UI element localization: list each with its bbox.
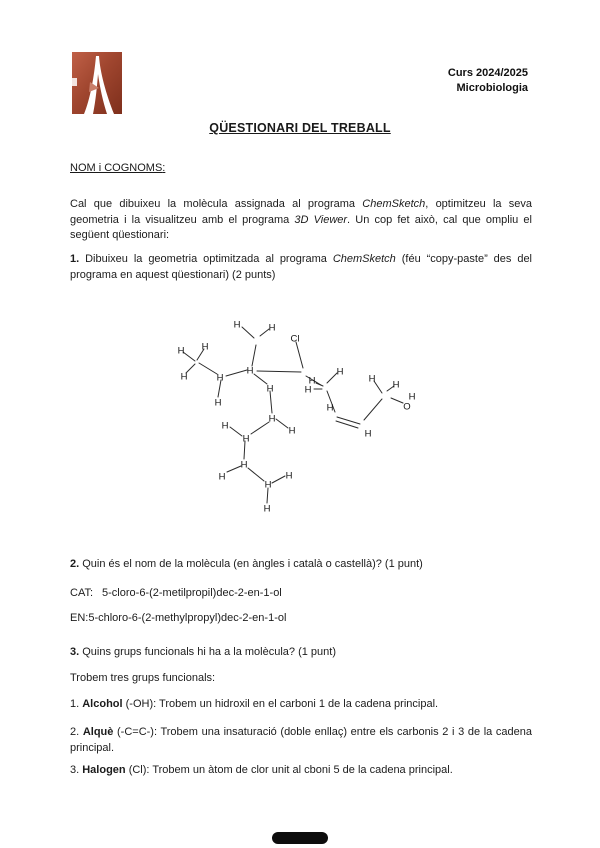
svg-text:H: H [264, 479, 272, 491]
3dviewer-ref: 3D Viewer [294, 213, 348, 226]
page-title: QÜESTIONARI DEL TREBALL [209, 121, 391, 135]
svg-text:O: O [403, 401, 411, 413]
course-year: Curs 2024/2025 [447, 67, 528, 79]
svg-text:H: H [308, 375, 316, 387]
svg-text:H: H [233, 319, 241, 331]
functional-group-item-1: 1. Alcohol (-OH): Trobem un hidroxil en el carboni 1 de la cadena principal. [70, 698, 439, 710]
svg-text:H: H [242, 433, 250, 445]
question-1: 1. Dibuixeu la geometria optimitzada al programa ChemSketch (féu “copy-paste” des del programa en aquest qüestionari) (2 punts) [70, 253, 533, 281]
svg-text:H: H [214, 397, 222, 409]
chemsketch-ref: ChemSketch [362, 198, 426, 210]
svg-text:H: H [364, 428, 372, 440]
svg-text:H: H [221, 420, 229, 432]
cat-name-value: 5-cloro-6-(2-metilpropil)dec-2-en-1-ol [102, 587, 282, 599]
svg-text:H: H [218, 471, 226, 483]
svg-text:H: H [266, 383, 274, 395]
svg-text:H: H [408, 391, 416, 403]
svg-text:H: H [392, 379, 400, 391]
functional-group-item-3: 3. Halogen (Cl): Trobem un àtom de clor unit al cboni 5 de la cadena principal. [70, 764, 453, 776]
molecule-structure-image [165, 300, 435, 522]
svg-text:Cl: Cl [290, 333, 300, 345]
svg-text:H: H [368, 373, 376, 385]
svg-text:H: H [177, 345, 185, 357]
en-name-value: 5-chloro-6-(2-methylpropyl)dec-2-en-1-ol [88, 612, 287, 624]
page-handle [272, 832, 328, 844]
svg-text:H: H [180, 371, 188, 383]
question-2: 2. Quin és el nom de la molècula (en àngles i català o castellà)? (1 punt) [70, 558, 423, 570]
school-logo [72, 52, 122, 115]
svg-text:H: H [326, 402, 334, 414]
q3-lead: Trobem tres grups funcionals: [70, 672, 216, 684]
cat-label: CAT: [70, 587, 94, 599]
intro-paragraph: Cal que dibuixeu la molècula assignada al programa ChemSketch, optimitzeu la seva geometria i la visualitzeu amb el programa 3D Viewer. Un cop fet això, cal que ompliu el següent qüestionari: [70, 198, 533, 241]
svg-text:H: H [304, 384, 312, 396]
svg-text:H: H [246, 365, 254, 377]
molecule-structure-svg [165, 300, 435, 522]
svg-text:H: H [268, 322, 276, 334]
svg-text:H: H [201, 341, 209, 353]
course-info [448, 66, 528, 96]
en-label: EN: [70, 612, 89, 624]
svg-text:H: H [240, 459, 248, 471]
question-3: 3. Quins grups funcionals hi ha a la molècula? (1 punt) [70, 646, 337, 658]
svg-text:H: H [263, 503, 271, 515]
answer-cat [70, 586, 532, 602]
name-field-label: NOM i COGNOMS: [70, 162, 166, 174]
svg-text:H: H [336, 366, 344, 378]
answer-en [70, 611, 532, 627]
svg-text:H: H [288, 425, 296, 437]
svg-text:H: H [216, 372, 224, 384]
svg-text:H: H [285, 470, 293, 482]
functional-group-item-2: 2. Alquè (-C=C-): Trobem una insaturació (doble enllaç) entre els carbonis 2 i 3 de la cadena principal. [70, 726, 532, 754]
school-logo-icon [72, 52, 122, 115]
course-subject: Microbiologia [456, 82, 528, 94]
svg-text:H: H [268, 413, 276, 425]
